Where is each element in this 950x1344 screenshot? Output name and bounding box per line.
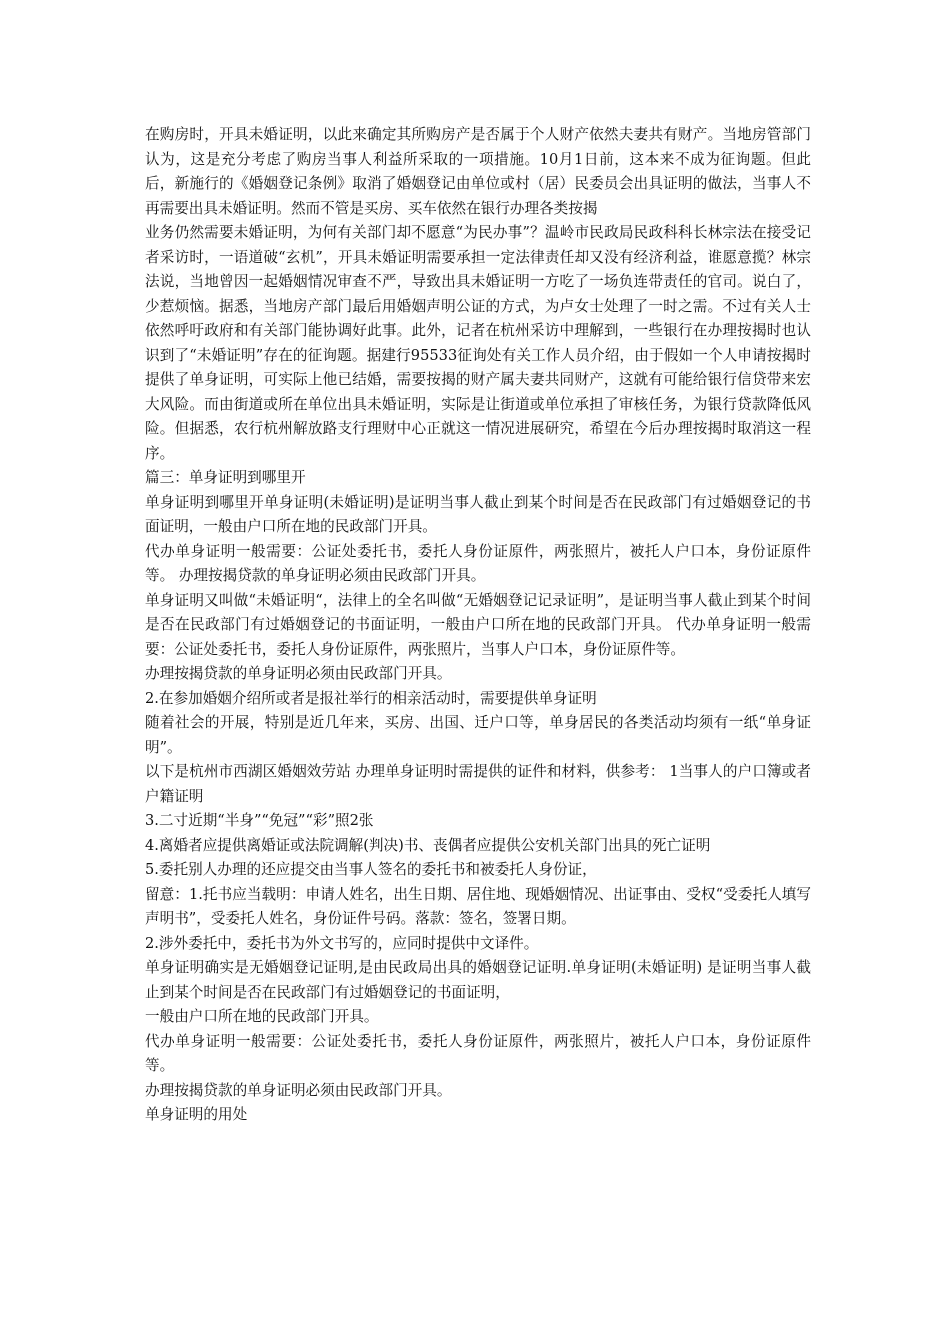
paragraph-item-5-proxy: 5.委托别人办理的还应提交由当事人签名的委托书和被委托人身份证， bbox=[145, 861, 597, 878]
section-heading-part-three: 篇三：单身证明到哪里开 bbox=[145, 469, 306, 486]
paragraph-definition: 单身证明确实是无婚姻登记证明,是由民政局出具的婚姻登记证明.单身证明(未婚证明) 是证明当事人截止到某个时间是否在民政部门有过婚姻登记的书面证明， bbox=[145, 959, 811, 1001]
paragraph-note-foreign: 2.涉外委托中，委托书为外文书写的，应同时提供中文译件。 bbox=[145, 934, 539, 952]
document-body bbox=[145, 123, 811, 1128]
paragraph-item-4-divorce: 4.离婚者应提供离婚证或法院调解(判决)书、丧偶者应提供公安机关部门出具的死亡证明 bbox=[145, 836, 711, 854]
paragraph-why-departments-refuse: 业务仍然需要未婚证明，为何有关部门却不愿意“为民办事”？温岭市民政局民政科科长林宗法在接受记者采访时，一语道破“玄机”，开具未婚证明需要承担一定法律责任却又没有经济利益，谁愿意揽？林宗法说，当地曾因一起婚姻情况审查不严，导致出具未婚证明一方吃了一场负连带责任的官司。说白了，少惹烦恼。据悉，当地房产部门最后用婚姻声明公证的方式，为卢女士处理了一时之需。不过有关人士依然呼吁政府和有关部门能协调好此事。此外，记者在杭州采访中理解到，一些银行在办理按揭时也认识到了“未婚证明”存在的征询题。据建行95533征询处有关工作人员介绍，由于假如一个人申请按揭时提供了单身证明，可实际上他已结婚，需要按揭的财产属夫妻共同财产，这就有可能给银行信贷带来宏大风险。而由街道或所在单位出具未婚证明，实际是让街道或单位承担了审核任务，为银行贷款降低风险。但据悉，农行杭州解放路支行理财中心正就这一情况进展研究，希望在今后办理按揭时取消这一程序。 bbox=[145, 224, 811, 462]
paragraph-mortgage-note-repeat: 办理按揭贷款的单身证明必须由民政部门开具。 bbox=[145, 1081, 452, 1099]
paragraph-issued-by-residence: 一般由户口所在地的民政部门开具。 bbox=[145, 1008, 379, 1025]
paragraph-xihu-materials: 以下是杭州市西湖区婚姻效劳站 办理单身证明时需提供的证件和材料，供参考： 1当事人的户口簿或者户籍证明 bbox=[145, 763, 811, 805]
paragraph-social-development: 随着社会的开展，特别是近几年来，买房、出国、迁户口等，单身居民的各类活动均须有一纸“单身证明”。 bbox=[145, 714, 811, 756]
paragraph-mortgage-note: 办理按揭贷款的单身证明必须由民政部门开具。 bbox=[145, 665, 452, 682]
paragraph-proxy-requirements-repeat: 代办单身证明一般需要：公证处委托书，委托人身份证原件，两张照片，被托人户口本，身份证原件等。 bbox=[145, 1032, 811, 1074]
paragraph-item-3-photos: 3.二寸近期“半身”“免冠”“彩”照2张 bbox=[145, 812, 374, 829]
paragraph-proxy-requirements: 代办单身证明一般需要：公证处委托书，委托人身份证原件，两张照片，被托人户口本，身份证原件等。 办理按揭贷款的单身证明必须由民政部门开具。 bbox=[145, 542, 811, 584]
paragraph-where-to-issue: 单身证明到哪里开单身证明(未婚证明)是证明当事人截止到某个时间是否在民政部门有过婚姻登记的书面证明，一般由户口所在地的民政部门开具。 bbox=[145, 493, 811, 535]
paragraph-item-2-dating: 2.在参加婚姻介绍所或者是报社举行的相亲活动时，需要提供单身证明 bbox=[145, 689, 597, 707]
paragraph-intro: 在购房时，开具未婚证明，以此来确定其所购房产是否属于个人财产依然夫妻共有财产。当地房管部门认为，这是充分考虑了购房当事人利益所采取的一项措施。10月1日前，这本来不成为征询题。但此后，新施行的《婚姻登记条例》取消了婚姻登记由单位或村（居）民委员会出具证明的做法，当事人不再需要出具未婚证明。然而不管是买房、买车依然在银行办理各类按揭 bbox=[145, 126, 811, 217]
paragraph-note-authorization: 留意：1.托书应当载明：申请人姓名，出生日期、居住地、现婚姻情况、出证事由、受权“受委托人填写声明书”，受委托人姓名，身份证件号码。落款：签名，签署日期。 bbox=[145, 885, 811, 927]
paragraph-uses: 单身证明的用处 bbox=[145, 1106, 248, 1123]
paragraph-also-called-unmarried-proof: 单身证明又叫做“未婚证明“，法律上的全名叫做“无婚姻登记记录证明”，是证明当事人截止到某个时间是否在民政部门有过婚姻登记的书面证明，一般由户口所在地的民政部门开具。 代办单身证明一般需要：公证处委托书，委托人身份证原件，两张照片，当事人户口本，身份证原件等。 bbox=[145, 591, 811, 658]
